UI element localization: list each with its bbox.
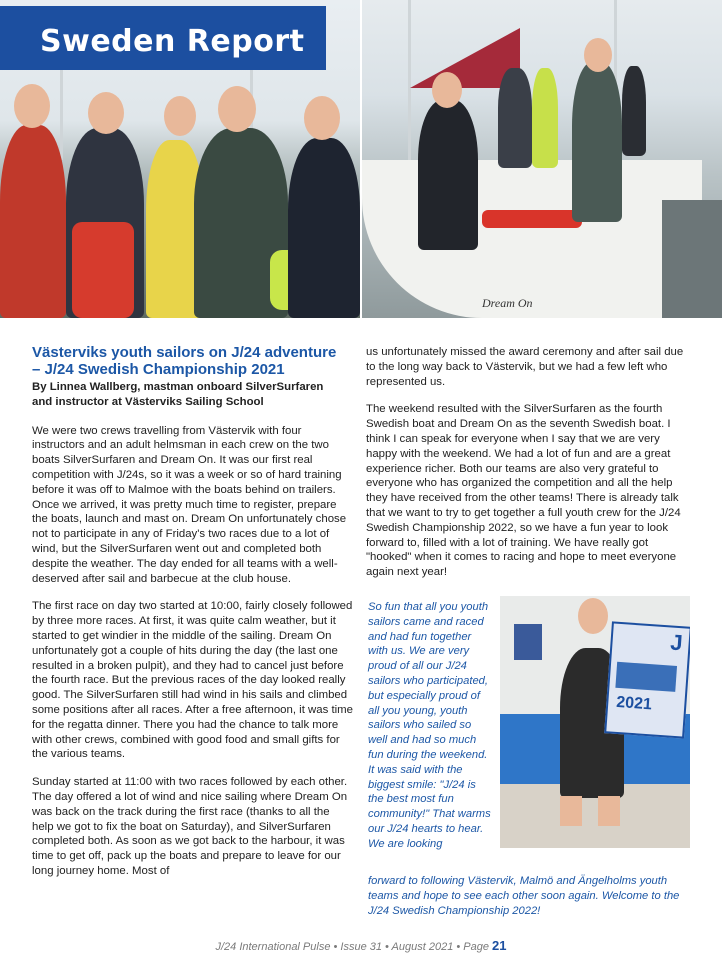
red-jacket [72, 222, 134, 318]
sailor-head [432, 72, 462, 108]
pull-quote-continued: forward to following Västervik, Malmö and Ängelholms youth teams and hope to see each other soon again. Welcome to the J/24 Swedish Championship 2022! [368, 875, 680, 917]
banner-title: Sweden Report [40, 24, 305, 59]
sailor-head [164, 96, 196, 136]
man-head [578, 598, 608, 634]
poster-year: 2021 [615, 693, 653, 714]
poster-photo [500, 596, 690, 848]
sailor [418, 100, 478, 250]
footer-text: J/24 International Pulse • Issue 31 • August 2021 • Page [215, 941, 489, 953]
article-paragraph: The weekend resulted with the SilverSurfaren as the fourth Swedish boat and Dream On as the seventh Swedish boat. I think I can speak for everyone when I say that we are very happy with the weekend. We had a lot of fun and are a great experience richer. Both our teams are also very grateful to everyone who has organized the competition and all the help they have received from the other teams! There is already talk that we want to try to get together a full youth crew for the J/24 Swedish Championship 2022, so we have a fun year to look forward to, filled with a lot of training. We have really got "hooked" when it comes to racing and hope to meet everyone again next year! [366, 403, 681, 579]
sailor-head [304, 96, 340, 140]
poster-image [615, 662, 677, 692]
sailor-head [14, 84, 50, 128]
article-paragraph: us unfortunately missed the award ceremony and after sail due to the long way back to Västervik, but we had a few left who represented us. [366, 346, 684, 388]
byline-line-2: and instructor at Västerviks Sailing School [32, 395, 264, 408]
byline-line-1: By Linnea Wallberg, mastman onboard SilverSurfaren [32, 381, 324, 393]
sailor-head [584, 38, 612, 72]
sailor [572, 62, 622, 222]
page-footer [0, 938, 722, 953]
sailor [532, 68, 558, 168]
poster-j-logo: J [669, 629, 684, 656]
header-photos [0, 0, 722, 318]
sailor [0, 125, 66, 318]
red-sail-bag [482, 210, 582, 228]
pull-quote: So fun that all you youth sailors came and raced and had fun together with us. We are very proud of all our J/24 sailors who participated, but especially proud of all you young, youth sailors who sailed so well and had so much fun during the weekend. It was said with the biggest smile: "J/24 is the best most fun community!" That warms our J/24 hearts to hear. We are looking [368, 601, 491, 850]
boat-name-label: Dream On [482, 296, 533, 310]
sailor [622, 66, 646, 156]
leg [560, 796, 582, 826]
wall-poster [514, 624, 542, 660]
article-byline [32, 380, 354, 410]
headline-line-1: Västerviks youth sailors on J/24 adventure [32, 344, 337, 361]
championship-poster [604, 621, 690, 738]
page-number: 21 [492, 938, 507, 953]
sailor-head [88, 92, 124, 134]
article-paragraph: The first race on day two started at 10:00, fairly closely followed by three more races. At first, it was quite calm weather, but it started to get windier in the middle of the sailing. Dream On unfortunately got a couple of hits during the day (the last one resulted in a broken pulpit), and they had to cancel just before the fourth race. But the previous races of the day looked really good. The SilverSurfaren still had wind in his sails and climbed some positions after all races. After a free afternoon, it was time for the regatta dinner. There you had the chance to talk more with other crews, combined with good food and small gifts for the various teams. [32, 600, 353, 761]
boat-hull [362, 160, 702, 318]
article-right-column [366, 345, 690, 593]
leg [598, 796, 620, 826]
headline-line-2: – J/24 Swedish Championship 2021 [32, 361, 285, 378]
water [662, 200, 722, 318]
article-paragraph: Sunday started at 11:00 with two races followed by each other. The day offered a lot of wind and nice sailing where Dream On was back on the track during the first race (thanks to all the help we got to fix the boat on Saturday), and SilverSurfaren completed both. As soon as we got back to the harbour, it was time to get off, pack up the boats and prepare to leave for our long journey home. Most of [32, 776, 348, 877]
boat-photo [362, 0, 722, 318]
article-headline [32, 344, 354, 378]
article-paragraph: We were two crews travelling from Västervik with four instructors and an adult helmsman in each crew on the two boats SilverSurfaren and Dream On. It was our first real competition with J/24s, so it was a week or so of hard training before it was off to Malmoe with the boats behind on trailers. Once we arrived, it was pretty much time to register, prepare the boats, launch and mast on. Dream On unfortunately chose not to participate in any of Friday's two races due to a lot of wind, but the SilverSurfaren went out and completed both despite the weather. The day ended for all teams with a well-deserved after sail and barbecue at the club house. [32, 424, 347, 585]
article-left-column [32, 344, 354, 892]
sailor [288, 138, 360, 318]
section-banner [0, 6, 326, 70]
sailor-head [218, 86, 256, 132]
sailor [498, 68, 532, 168]
